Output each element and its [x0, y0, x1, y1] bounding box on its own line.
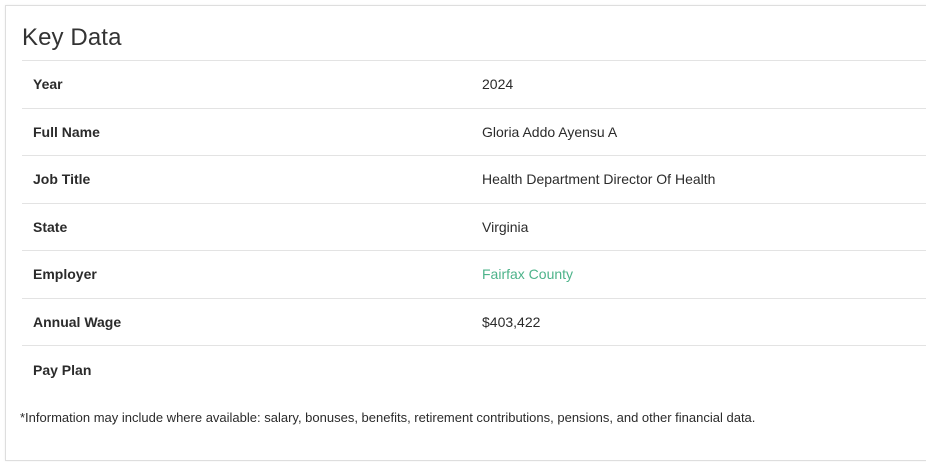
table-row-pay-plan	[22, 346, 926, 394]
footnote: *Information may include where available: salary, bonuses, benefits, retirement contributions, pensions, and other financial data.	[20, 410, 756, 425]
table-row-state	[22, 204, 926, 252]
table-row-full-name	[22, 109, 926, 157]
key-data-card	[5, 5, 926, 461]
table-row-job-title	[22, 156, 926, 204]
row-label-full-name: Full Name	[33, 123, 100, 140]
row-value-year: 2024	[482, 76, 514, 93]
table-row-annual-wage	[22, 299, 926, 347]
row-value-full-name: Gloria Addo Ayensu A	[482, 123, 618, 140]
row-value-state: Virginia	[482, 218, 529, 235]
row-label-year: Year	[33, 76, 63, 93]
table-row-employer	[22, 251, 926, 299]
row-label-job-title: Job Title	[33, 171, 91, 188]
row-value-job-title: Health Department Director Of Health	[482, 171, 716, 188]
row-label-state: State	[33, 218, 68, 235]
table-row-year	[22, 61, 926, 109]
key-data-table	[22, 60, 926, 394]
row-value-annual-wage: $403,422	[482, 313, 541, 330]
row-label-employer: Employer	[33, 266, 97, 283]
row-value-employer	[482, 251, 573, 298]
row-label-annual-wage: Annual Wage	[33, 313, 122, 330]
row-label-pay-plan: Pay Plan	[33, 361, 92, 378]
section-title: Key Data	[22, 24, 122, 51]
employer-link[interactable]: Fairfax County	[482, 266, 574, 283]
